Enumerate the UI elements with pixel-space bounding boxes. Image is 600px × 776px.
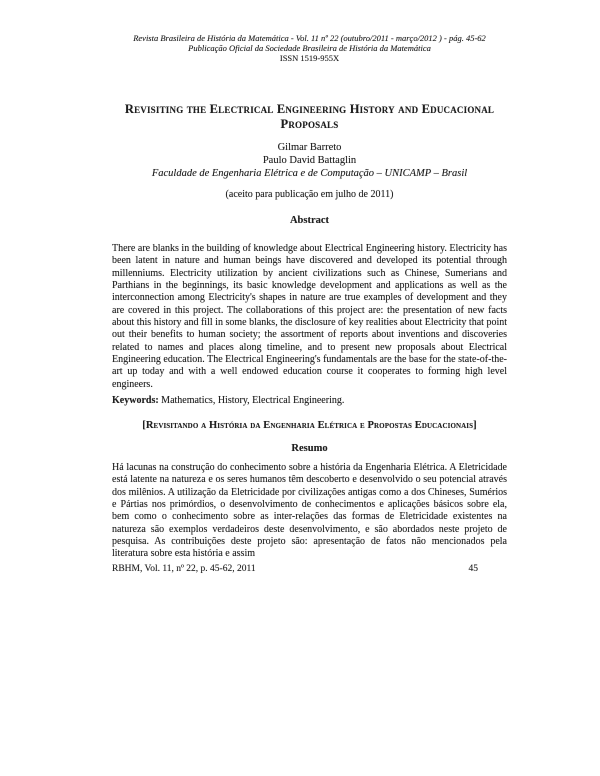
article-title-line1: Revisiting the Electrical Engineering History and Educacional [124,102,495,116]
journal-header-line1: Revista Brasileira de História da Matemática - Vol. 11 nº 22 (outubro/2011 - março/2012 ) - pág. 45-62 [133,33,486,43]
abstract-paragraph: There are blanks in the building of knowledge about Electrical Engineering history. Electricity has been latent in nature and human beings have discovered and developed its potential through millenniums. Electricity utilization by ancient civilizations such as Chinese, Sumerians and Parthians in the beginnings, its basic knowledge development and applications as well as the interconnection among Electricity's shapes in nature are true examples of development and they are covered in this project. The collaborations of this project are: the presentation of new facts about this history and fill in some blanks, the disclosure of key realities about Electricity that point out their benefits to human society; the assortment of reports about inventions and discoveries related to names and places along timeline, and to present new proposals about Electrical Engineering education. The Electrical Engineering's fundamentals are the base for the state-of-the-art up today and with a well endowed education course it cooperates to forming high level engineers. [112,243,507,390]
keywords-line [112,395,507,406]
keywords-label: Keywords: [112,395,159,406]
author-affiliation: Faculdade de Engenharia Elétrica e de Computação – UNICAMP – Brasil [151,168,468,179]
resumo-heading: Resumo [291,443,328,454]
keywords-text: Mathematics, History, Electrical Engineering. [158,395,345,406]
portuguese-title: [Revisitando a História da Engenharia Elétrica e Propostas Educacionais] [142,420,477,431]
authors-block [112,141,507,180]
article-title [112,102,507,131]
footer-page-number: 45 [468,564,478,574]
journal-header [102,33,517,63]
page-footer [112,564,478,574]
author-name: Paulo David Battaglin [262,155,357,166]
author-name: Gilmar Barreto [277,142,342,153]
journal-issn: ISSN 1519-955X [279,53,340,63]
footer-journal-ref: RBHM, Vol. 11, nº 22, p. 45-62, 2011 [112,564,256,574]
resumo-paragraph: Há lacunas na construção do conhecimento sobre a história da Engenharia Elétrica. A Eletricidade está latente na natureza e os seres humanos têm descoberto e desenvolvido o seu potencial através dos milênios. A utilização da Eletricidade por civilizações antigas como a dos Chineses, Sumérios e Pártias nos primórdios, o desenvolvimento de conhecimentos e aplicações básicos sobre ela, bem como o conhecimento sobre as inter-relações das formas de Eletricidade existentes na natureza são exemplos verdadeiros deste desenvolvimento, e são abordados neste projeto de pesquisa. As contribuições deste projeto são: apresentação de fatos não mencionados pela literatura sobre esta história e assim [112,462,507,560]
article-title-line2: Proposals [280,116,339,131]
journal-header-line2: Publicação Oficial da Sociedade Brasileira de História da Matemática [188,43,431,53]
accepted-note: (aceito para publicação em julho de 2011) [225,189,394,200]
abstract-heading: Abstract [289,215,330,226]
